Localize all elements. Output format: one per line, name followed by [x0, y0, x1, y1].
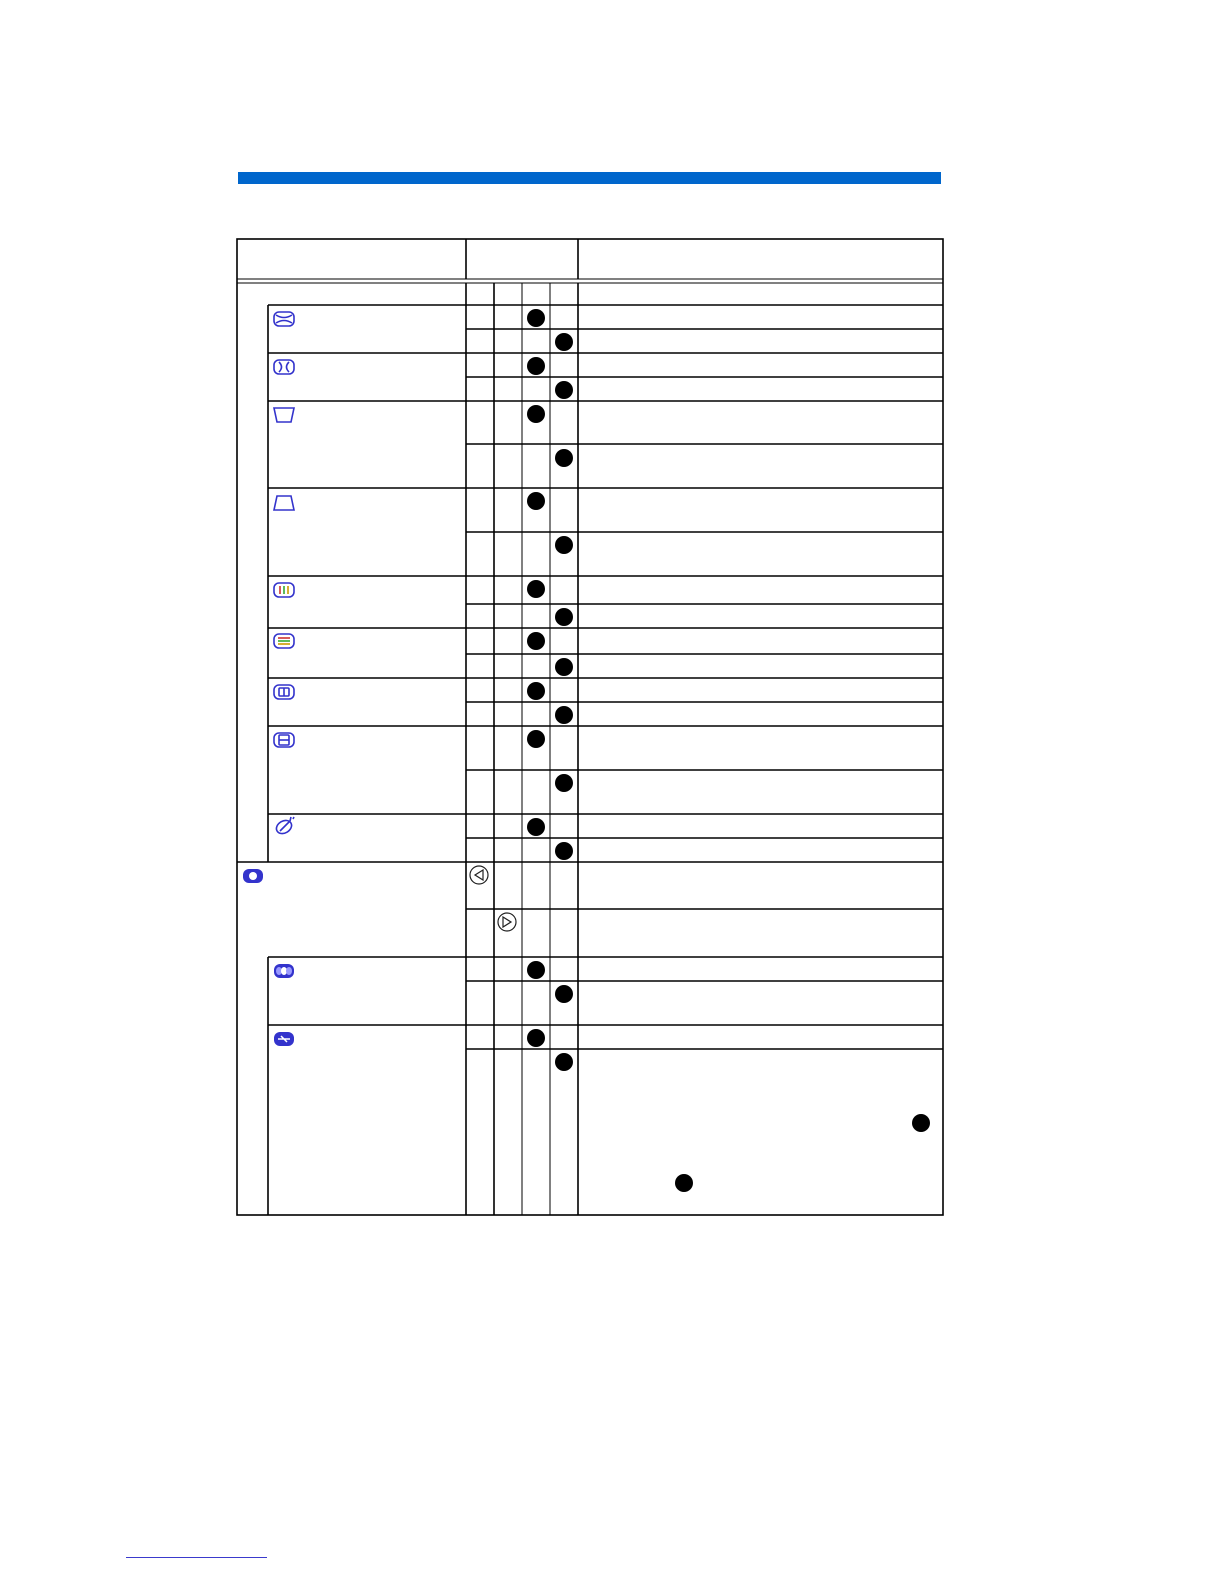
- minus-button: [527, 682, 545, 700]
- plus-button: [555, 449, 573, 467]
- plus-button: [555, 842, 573, 860]
- minus-button: [527, 730, 545, 748]
- plus-button: [555, 706, 573, 724]
- minus-button: [527, 818, 545, 836]
- plus-button: [555, 1053, 573, 1071]
- minus-button: [527, 405, 545, 423]
- plus-button: [555, 381, 573, 399]
- minus-button: [527, 357, 545, 375]
- plus-button: [555, 608, 573, 626]
- right-arrow-button: [498, 913, 516, 931]
- minus-button: [527, 492, 545, 510]
- minus-button: [527, 580, 545, 598]
- minus-button: [527, 632, 545, 650]
- v-position-icon: [274, 733, 294, 747]
- minus-button: [527, 961, 545, 979]
- left-arrow-button: [470, 866, 488, 884]
- color-select-icon: [243, 869, 263, 883]
- trapezoid-bottom-icon: [274, 496, 294, 510]
- color-bars-horizontal-icon: [274, 634, 294, 648]
- barrel-icon: [274, 360, 294, 374]
- minus-button: [527, 1029, 545, 1047]
- color-balance-icon: [274, 964, 294, 978]
- plus-button: [912, 1114, 930, 1132]
- color-temp-icon: [274, 1032, 294, 1046]
- plus-button: [675, 1174, 693, 1192]
- pincushion-icon: [274, 312, 294, 326]
- minus-button: [527, 309, 545, 327]
- plus-button: [555, 774, 573, 792]
- plus-button: [555, 536, 573, 554]
- rotation-icon: [274, 817, 294, 836]
- color-bars-vertical-icon: [274, 583, 294, 597]
- plus-button: [555, 658, 573, 676]
- plus-button: [555, 333, 573, 351]
- plus-button: [555, 985, 573, 1003]
- table-frame: [237, 239, 943, 1215]
- trapezoid-top-icon: [274, 408, 294, 422]
- h-position-icon: [274, 685, 294, 699]
